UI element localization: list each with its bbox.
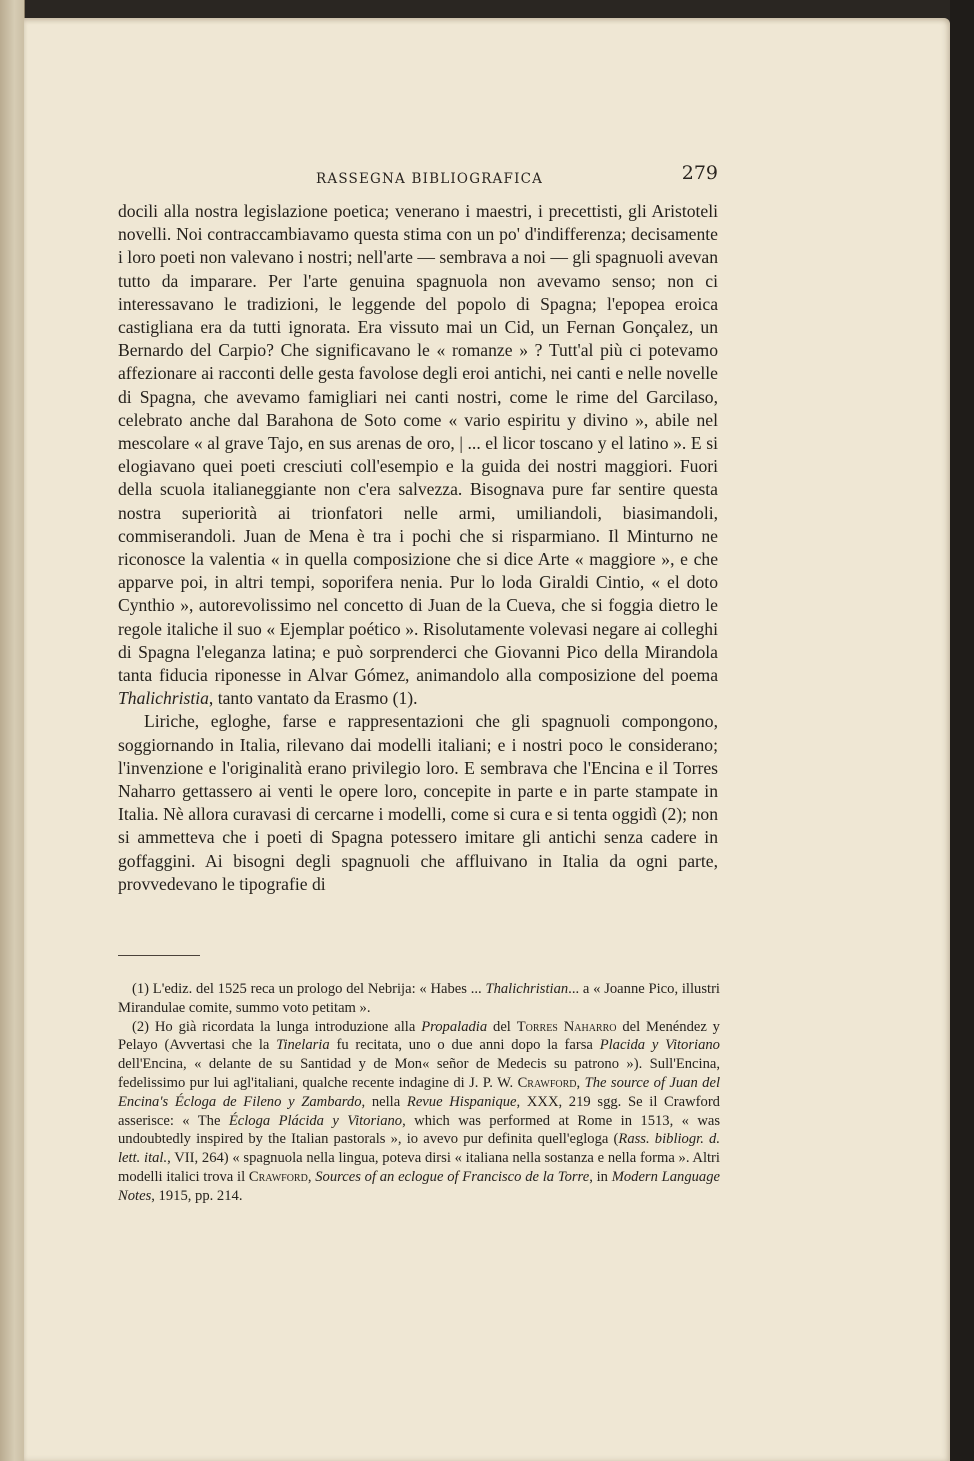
fn2-sources-title: Sources of an eclogue of Francisco de la Torre [315,1168,590,1185]
fn2-text-i: , which was performed at Rome in 1513, « was undoubtedly inspired by the Italian pastorals », io avevo pur definita quell'egloga ( [118,1112,721,1148]
main-text [118,200,718,896]
paragraph-2: Liriche, egloghe, farse e rappresentazioni che gli spagnuoli compongono, soggiornando in Italia, rilevano dai modelli italiani; e i nostri poco le considerano; l'invenzione e l'originalità erano privilegio loro. E sembrava che l'Encina e il Torres Naharro gettassero ai venti le opere loro, concepite in parte e in parte stampate in Italia. Nè allora curavasi di cercarne i modelli, come si cura e si tenta oggidì (2); non si ammetteva che i poeti di Spagna potessero imitare gli antichi senza cadere in goffaggini. Ai bisogni degli spagnuoli che affluivano in Italia da ogni parte, provvedevano le tipografie di [118,711,718,894]
fn2-text-g: , nella [361,1093,401,1110]
footnote-1-title: Thalichristian [485,981,569,997]
footnotes [118,980,720,1206]
paragraph-1-tail: , tanto vantato da Erasmo (1). [208,688,418,709]
fn2-tinelaria: Tinelaria [276,1037,330,1054]
fn2-text-d: fu recitata, uno o due anni dopo la farsa [336,1037,593,1054]
footnote-1-text: (1) L'ediz. del 1525 reca un prologo del Nebrija: « Habes ... [132,981,482,997]
fn2-placida: Placida y Vitoriano [599,1037,720,1054]
scan-background [950,0,974,1461]
fn2-text-k: , [307,1168,312,1185]
page-header [118,162,718,190]
fn2-crawford-1: Crawford [517,1074,577,1091]
paragraph-1-text: docili alla nostra legislazione poetica; venerano i maestri, i precettisti, gli Aristoteli novelli. Noi contraccambiavamo questa stima con un po' d'indifferenza; decisamente i loro poeti non valevano i nostri; nell'arte — sembrava a noi — gli spagnuoli avevan tutto da imparare. Per l'arte genuina spagnuola non avevamo senso; non ci interessavano le tradizioni, le leggende del popolo di Spagna; l'epopea eroica castigliana era da tutti ignorata. Era vissuto mai un Cid, un Fernan Gonçalez, un Bernardo del Carpio? Che significavano le « romanze » ? Tutt'al più ci potevamo affezionare ai racconti delle gesta favolose degli eroi antichi, nei canti e nelle novelle di Spagna, che avevamo famigliari nei canti nostri, come le rime del Garcilaso, celebrato anche dal Barahona de Soto come « vario espiritu y divino », abile nel mescolare « al grave Tajo, en sus arenas de oro, | ... el licor toscano y el latino ». E si elogiavano quei poeti cresciuti coll'esempio e la guida dei nostri maggiori. Fuori della scuola italianeggiante non c'era salvezza. Bisognava pure far sentire questa nostra superiorità ai trionfatori nelle armi, umiliandoli, biasimandoli, commiserandoli. Juan de Mena è tra i pochi che si risparmiano. Il Minturno ne riconosce la valentia « in quella composizione che si dice Arte « maggiore », e che apparve poi, in altri tempi, soporifera nenia. Pur lo loda Giraldi Cintio, « el doto Cynthio », autorevolissimo nel concetto di Juan de la Cueva, che si foggia dietro le regole italiche il suo « Ejemplar poético ». Risolutamente volevasi negare ai colleghi di Spagna l'eleganza latina; e può sorprenderci che Giovanni Pico della Mirandola tanta fiducia riponesse in Alvar Gómez, animandolo alla composizione del poema [118,201,718,686]
fn2-crawford-2: Crawford [248,1168,308,1185]
fn2-text-a: (2) Ho già ricordata la lunga introduzione alla [132,1018,416,1035]
footnote-1-text-end: ... a « Joanne Pico, illustri Mirandulae comite, summo voto petitam ». [118,981,720,1016]
fn2-text-m: , 1915, pp. 214. [151,1187,243,1204]
fn2-propaladia: Propaladia [421,1018,488,1035]
fn2-rass: Rass. bibliogr. d. lett. ital. [118,1131,720,1167]
fn2-torres: Torres Naharro [516,1018,617,1035]
running-head: RASSEGNA BIBLIOGRAFICA [316,171,544,187]
footnote-1 [118,980,720,1018]
fn2-text-f: , [576,1074,581,1091]
fn2-mln: Modern Language Notes [118,1168,721,1204]
fn2-text-j: , VII, 264) « spagnuola nella lingua, poteva dirsi « italiana nella sostanza e nella forma ». Altri modelli italici trova il [118,1150,720,1185]
page-number: 279 [681,162,718,184]
fn2-revue: Revue Hispanique [406,1093,517,1110]
previous-page-edge [0,0,25,1461]
footnote-2 [118,1018,720,1206]
paragraph-1 [118,200,718,710]
fn2-source-title: The source of Juan del Encina's Écloga de Fileno y Zambardo [118,1074,720,1110]
fn2-text-l: , in [589,1168,608,1185]
thalichristia-title: Thalichristia [118,688,209,709]
fn2-ecloga: Écloga Plácida y Vitoriano [228,1112,403,1129]
fn2-text-h: , XXX, 219 sgg. Se il Crawford asserisce: « The [118,1093,720,1129]
fn2-text-b: del [493,1018,511,1035]
footnote-separator [118,955,200,956]
fn2-text-c: del Menéndez y Pelayo (Avvertasi che la [118,1018,720,1054]
fn2-text-e: dell'Encina, « delante de su Santidad y de Mon« señor de Medecis su patrono »). Sull'Encina, fedelissimo pur lui agl'italiani, qualche recente indagine di J. P. W. [118,1056,720,1091]
